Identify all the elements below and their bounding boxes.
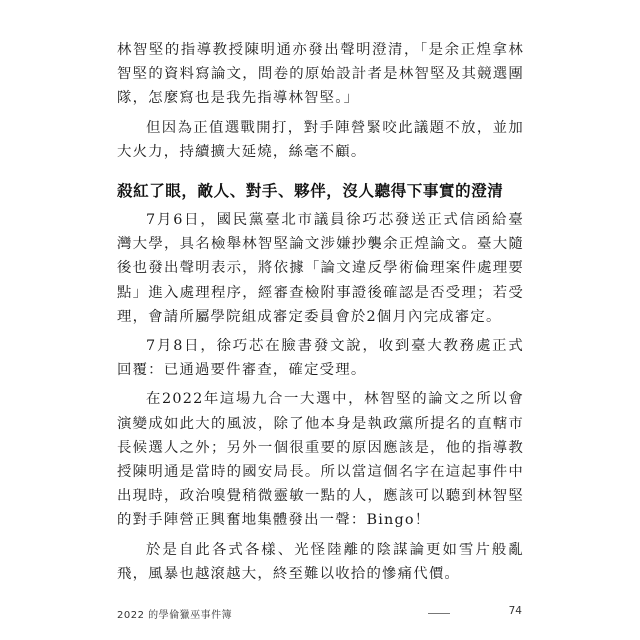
paragraph: 但因為正值選戰開打，對手陣營緊咬此議題不放，並加大火力，持續擴大延燒，絲毫不顧。 bbox=[117, 119, 524, 160]
footer-divider bbox=[428, 613, 450, 614]
page-footer bbox=[117, 604, 524, 620]
paragraph: 於是自此各式各樣、光怪陸離的陰謀論更如雪片般亂飛，風暴也越滾越大，終至難以收拾的慘痛代價。 bbox=[117, 541, 524, 582]
page-number: 74 bbox=[508, 605, 522, 617]
page-content bbox=[117, 38, 524, 591]
footer-book-title: 2022 的學倫獵巫事件簿 bbox=[117, 610, 233, 621]
section-heading: 殺紅了眼，敵人、對手、夥伴，沒人聽得下事實的澄清 bbox=[117, 182, 504, 201]
paragraph: 7月8日，徐巧芯在臉書發文說，收到臺大教務處正式回覆：已通過要件審查，確定受理。 bbox=[117, 338, 524, 379]
paragraph: 林智堅的指導教授陳明通亦發出聲明澄清，「是余正煌拿林智堅的資料寫論文，問卷的原始設計者是林智堅及其競選團隊，怎麼寫也是我先指導林智堅。」 bbox=[117, 42, 524, 107]
paragraph: 在2022年這場九合一大選中，林智堅的論文之所以會演變成如此大的風波，除了他本身是執政黨所提名的直轄市長候選人之外；另外一個很重要的原因應該是，他的指導教授陳明通是當時的國安局長。所以當這個名字在這起事件中出現時，政治嗅覺稍微靈敏一點的人，應該可以聽到林智堅的對手陣營正興奮地集體發出一聲：Bingo！ bbox=[117, 391, 524, 529]
paragraph: 7月6日，國民黨臺北市議員徐巧芯發送正式信函給臺灣大學，具名檢舉林智堅論文涉嫌抄襲余正煌論文。臺大隨後也發出聲明表示，將依據「論文違反學術倫理案件處理要點」進入處理程序，經審查檢附事證後確認是否受理；若受理，會請所屬學院組成審定委員會於2個月內完成審定。 bbox=[117, 212, 524, 325]
